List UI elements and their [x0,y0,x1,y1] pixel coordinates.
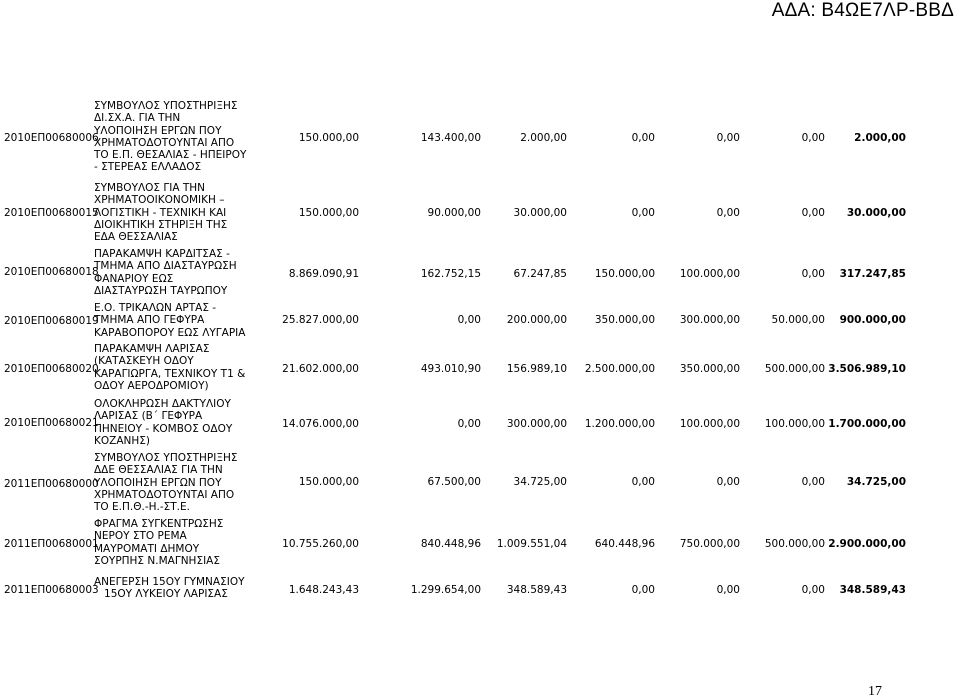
value-col-4: 0,00 [631,207,655,219]
project-code: 2010ΕΠ00680018 [4,266,99,278]
project-description: ΣΥΜΒΟΥΛΟΣ ΓΙΑ ΤΗΝ ΧΡΗΜΑΤΟΟΙΚΟΝΟΜΙΚΗ – ΛΟΓΙΣΤΙΚΗ - ΤΕΧΝΙΚΗ ΚΑΙ ΔΙΟΙΚΗΤΙΚΗ ΣΤΗΡΙΞΗ ΤΗΣ ΕΔΑ ΘΕΣΣΑΛΙΑΣ [94,182,228,244]
project-code: 2011ΕΠ00680001 [4,538,99,550]
value-col-3: 156.989,10 [506,363,567,375]
project-code: 2011ΕΠ00680003 [4,584,99,596]
project-description: ΠΑΡΑΚΑΜΨΗ ΛΑΡΙΣΑΣ (ΚΑΤΑΣΚΕΥΗ ΟΔΟΥ ΚΑΡΑΓΙΩΡΓΑ, ΤΕΧΝΙΚΟΥ Τ1 & ΟΔΟΥ ΑΕΡΟΔΡΟΜΙΟΥ) [94,343,246,392]
project-description: ΣΥΜΒΟΥΛΟΣ ΥΠΟΣΤΗΡΙΞΗΣ ΔΙ.ΣΧ.Α. ΓΙΑ ΤΗΝ ΥΛΟΠΟΙΗΣΗ ΕΡΓΩΝ ΠΟΥ ΧΡΗΜΑΤΟΔΟΤΟΥΝΤΑΙ ΑΠΟ ΤΟ Ε.Π. ΘΕΣΑΛΙΑΣ - ΗΠΕΙΡΟΥ - ΣΤΕΡΕΑΣ ΕΛΛΑΔΟΣ [94,100,247,174]
project-description: Ε.Ο. ΤΡΙΚΑΛΩΝ ΑΡΤΑΣ - ΤΜΗΜΑ ΑΠΟ ΓΕΦΥΡΑ ΚΑΡΑΒΟΠΟΡΟΥ ΕΩΣ ΛΥΓΑΡΙΑ [94,302,246,339]
value-col-6: 0,00 [801,207,825,219]
ada-code: ΑΔΑ: Β4ΩΕ7ΛΡ-ΒΒΔ [771,0,954,21]
value-col-1: 8.869.090,91 [288,268,359,280]
value-col-4: 350.000,00 [594,314,655,326]
value-col-5: 0,00 [716,584,740,596]
value-col-total: 900.000,00 [839,314,906,326]
value-col-6: 100.000,00 [764,418,825,430]
project-code: 2010ΕΠ00680015 [4,207,99,219]
value-col-total: 1.700.000,00 [828,418,906,430]
value-col-3: 2.000,00 [520,132,567,144]
value-col-1: 21.602.000,00 [282,363,359,375]
value-col-6: 0,00 [801,268,825,280]
value-col-3: 34.725,00 [513,476,567,488]
value-col-2: 0,00 [457,418,481,430]
value-col-2: 162.752,15 [420,268,481,280]
value-col-2: 493.010,90 [420,363,481,375]
value-col-3: 67.247,85 [513,268,567,280]
value-col-4: 0,00 [631,476,655,488]
project-description: ΦΡΑΓΜΑ ΣΥΓΚΕΝΤΡΩΣΗΣ ΝΕΡΟΥ ΣΤΟ ΡΕΜΑ ΜΑΥΡΟΜΑΤΙ ΔΗΜΟΥ ΣΟΥΡΠΗΣ Ν.ΜΑΓΝΗΣΙΑΣ [94,518,224,567]
value-col-3: 1.009.551,04 [496,538,567,550]
value-col-1: 25.827.000,00 [282,314,359,326]
project-code: 2010ΕΠ00680021 [4,417,99,429]
value-col-1: 150.000,00 [298,132,359,144]
value-col-5: 100.000,00 [679,268,740,280]
value-col-5: 100.000,00 [679,418,740,430]
value-col-6: 0,00 [801,476,825,488]
value-col-5: 0,00 [716,476,740,488]
value-col-5: 300.000,00 [679,314,740,326]
value-col-2: 0,00 [457,314,481,326]
project-code: 2011ΕΠ00680000 [4,478,99,490]
value-col-4: 1.200.000,00 [584,418,655,430]
value-col-total: 34.725,00 [846,476,906,488]
value-col-2: 90.000,00 [427,207,481,219]
value-col-2: 840.448,96 [420,538,481,550]
value-col-5: 0,00 [716,207,740,219]
value-col-5: 350.000,00 [679,363,740,375]
value-col-total: 2.900.000,00 [828,538,906,550]
value-col-1: 1.648.243,43 [288,584,359,596]
value-col-total: 2.000,00 [854,132,906,144]
value-col-6: 0,00 [801,132,825,144]
project-code: 2010ΕΠ00680006 [4,132,99,144]
value-col-6: 50.000,00 [771,314,825,326]
project-code: 2010ΕΠ00680019 [4,315,99,327]
value-col-2: 143.400,00 [420,132,481,144]
value-col-4: 2.500.000,00 [584,363,655,375]
value-col-5: 750.000,00 [679,538,740,550]
page-number: 17 [868,684,882,699]
value-col-3: 30.000,00 [513,207,567,219]
value-col-1: 10.755.260,00 [282,538,359,550]
project-description: ΑΝΕΓΕΡΣΗ 15ΟΥ ΓΥΜΝΑΣΙΟΥ 15ΟΥ ΛΥΚΕΙΟΥ ΛΑΡΙΣΑΣ [94,576,245,601]
value-col-4: 0,00 [631,132,655,144]
value-col-2: 67.500,00 [427,476,481,488]
value-col-total: 317.247,85 [839,268,906,280]
value-col-3: 300.000,00 [506,418,567,430]
project-description: ΟΛΟΚΛΗΡΩΣΗ ΔΑΚΤΥΛΙΟΥ ΛΑΡΙΣΑΣ (Β΄ ΓΕΦΥΡΑ ΠΗΝΕΙΟΥ - ΚΟΜΒΟΣ ΟΔΟΥ ΚΟΖΑΝΗΣ) [94,398,233,447]
value-col-1: 150.000,00 [298,207,359,219]
value-col-3: 348.589,43 [506,584,567,596]
value-col-4: 640.448,96 [594,538,655,550]
project-description: ΣΥΜΒΟΥΛΟΣ ΥΠΟΣΤΗΡΙΞΗΣ ΔΔΕ ΘΕΣΣΑΛΙΑΣ ΓΙΑ ΤΗΝ ΥΛΟΠΟΙΗΣΗ ΕΡΓΩΝ ΠΟΥ ΧΡΗΜΑΤΟΔΟΤΟΥΝΤΑΙ ΑΠΟ ΤΟ Ε.Π.Θ.-Η.-ΣΤ.Ε. [94,452,238,514]
value-col-4: 150.000,00 [594,268,655,280]
value-col-2: 1.299.654,00 [410,584,481,596]
project-code: 2010ΕΠ00680020 [4,363,99,375]
value-col-6: 500.000,00 [764,363,825,375]
value-col-6: 0,00 [801,584,825,596]
value-col-total: 348.589,43 [839,584,906,596]
value-col-4: 0,00 [631,584,655,596]
value-col-total: 30.000,00 [846,207,906,219]
value-col-total: 3.506.989,10 [828,363,906,375]
value-col-6: 500.000,00 [764,538,825,550]
value-col-1: 150.000,00 [298,476,359,488]
value-col-1: 14.076.000,00 [282,418,359,430]
project-description: ΠΑΡΑΚΑΜΨΗ ΚΑΡΔΙΤΣΑΣ - ΤΜΗΜΑ ΑΠΟ ΔΙΑΣΤΑΥΡΩΣΗ ΦΑΝΑΡΙΟΥ ΕΩΣ ΔΙΑΣΤΑΥΡΩΣΗ ΤΑΥΡΩΠΟΥ [94,248,237,297]
value-col-5: 0,00 [716,132,740,144]
value-col-3: 200.000,00 [506,314,567,326]
